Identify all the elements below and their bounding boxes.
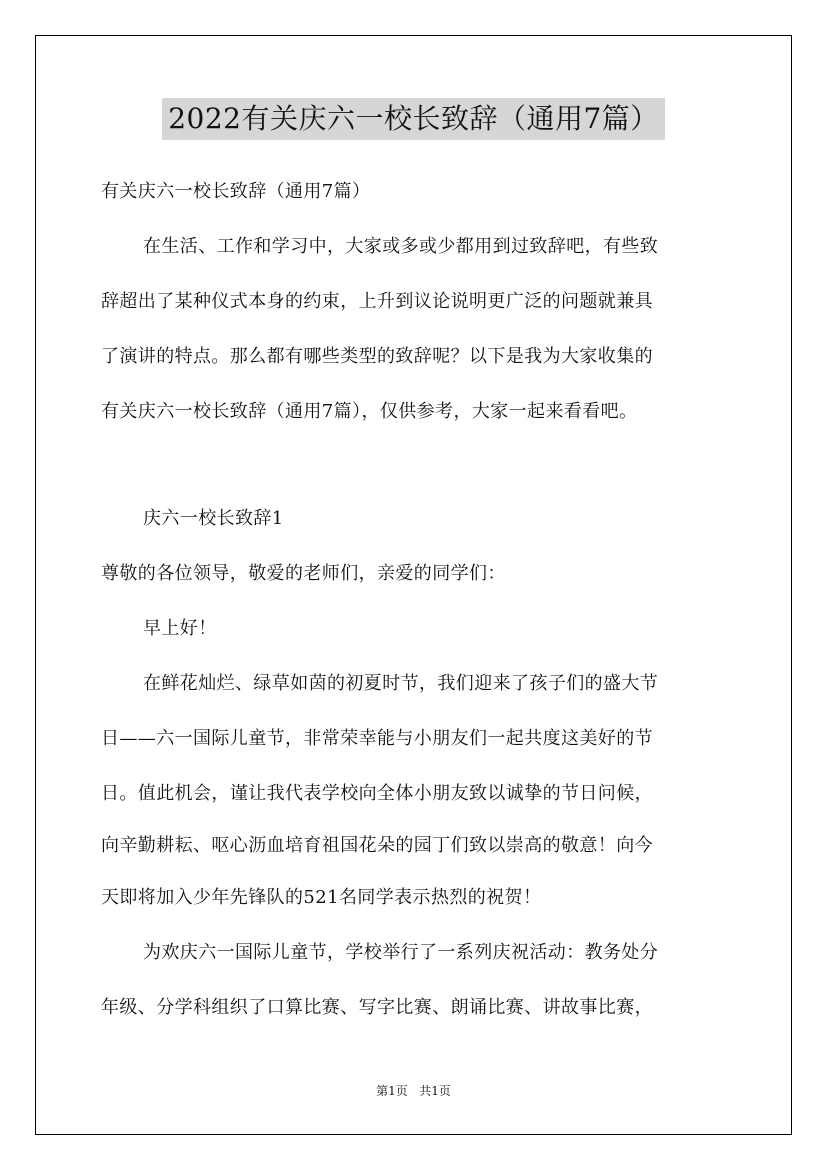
document-title: 2022有关庆六一校长致辞（通用7篇） <box>162 98 665 140</box>
salutation: 尊敬的各位领导，敬爱的老师们，亲爱的同学们： <box>101 563 506 584</box>
intro-line-2: 辞超出了某种仪式本身的约束，上升到议论说明更广泛的问题就兼具 <box>101 291 653 312</box>
para1-line-1: 在鲜花灿烂、绿草如茵的初夏时节，我们迎来了孩子们的盛大节 <box>143 673 659 694</box>
greeting: 早上好！ <box>143 618 217 639</box>
para1-line-5: 天即将加入少年先锋队的521名同学表示热烈的祝贺！ <box>101 887 542 908</box>
intro-line-1: 在生活、工作和学习中，大家或多或少都用到过致辞吧，有些致 <box>143 236 659 257</box>
para1-line-3: 日。值此机会，谨让我代表学校向全体小朋友致以诚挚的节日问候， <box>101 783 653 804</box>
para1-line-4: 向辛勤耕耘、呕心沥血培育祖国花朵的园丁们致以崇高的敬意！向今 <box>101 835 653 856</box>
page-footer: 第1页 共1页 <box>376 1084 451 1098</box>
para1-line-2: 日——六一国际儿童节，非常荣幸能与小朋友们一起共度这美好的节 <box>101 728 653 749</box>
para2-line-2: 年级、分学科组织了口算比赛、写字比赛、朗诵比赛、讲故事比赛， <box>101 997 653 1018</box>
intro-line-4: 有关庆六一校长致辞（通用7篇），仅供参考，大家一起来看看吧。 <box>101 401 638 422</box>
document-subtitle: 有关庆六一校长致辞（通用7篇） <box>101 181 371 202</box>
section-heading: 庆六一校长致辞1 <box>143 508 284 529</box>
para2-line-1: 为欢庆六一国际儿童节，学校举行了一系列庆祝活动：教务处分 <box>143 942 659 963</box>
intro-line-3: 了演讲的特点。那么都有哪些类型的致辞呢？以下是我为大家收集的 <box>101 346 653 367</box>
title-container <box>0 98 827 140</box>
